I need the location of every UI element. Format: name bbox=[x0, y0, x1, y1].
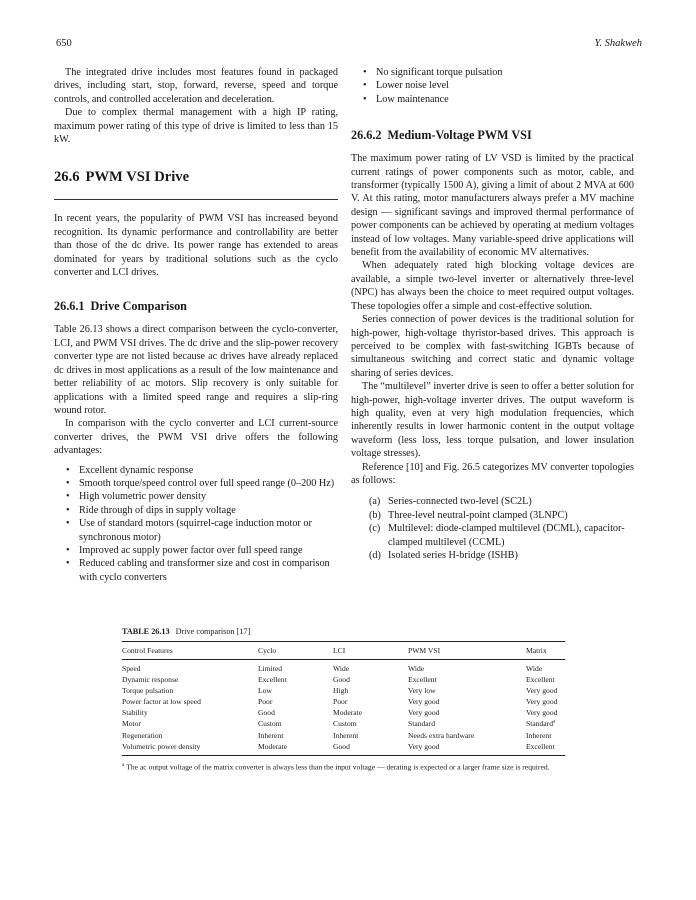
table-row bbox=[122, 696, 565, 707]
list-item: • Lower noise level bbox=[351, 79, 634, 92]
table-row bbox=[122, 741, 565, 756]
table-cell: Custom bbox=[258, 719, 282, 729]
column-header: Control Features bbox=[122, 642, 258, 660]
table-cell: Inherent bbox=[526, 730, 552, 740]
table-cell: Limited bbox=[258, 664, 283, 673]
section-heading: 26.6 PWM VSI Drive bbox=[54, 169, 190, 186]
table-cell: Needs extra hardware bbox=[408, 730, 475, 740]
table-cell: Poor bbox=[333, 697, 348, 707]
column-header: LCI bbox=[333, 642, 408, 660]
table-cell: Inherent bbox=[258, 730, 284, 740]
table-cell: Moderate bbox=[333, 708, 363, 718]
table-cell: Excellent bbox=[408, 675, 437, 685]
column-header: PWM VSI bbox=[408, 642, 526, 660]
table-row bbox=[122, 707, 565, 718]
table-cell: Low bbox=[258, 686, 272, 696]
table-cell: Dynamic response bbox=[122, 675, 179, 685]
running-head-author: Y. Shakweh bbox=[594, 38, 642, 49]
table-caption: TABLE 26.13 Drive comparison [17] bbox=[122, 627, 251, 636]
list-item: • Excellent dynamic response bbox=[54, 464, 338, 477]
table-row bbox=[122, 660, 565, 675]
list-item: (c) Multilevel: diode-clamped multilevel (DCML), capacitor-clamped multilevel (CCML) bbox=[369, 523, 625, 548]
list-item: • Use of standard motors (squirrel-cage induction motor or synchronous motor) bbox=[54, 517, 338, 544]
table-row bbox=[122, 685, 565, 696]
table-cell: Very good bbox=[408, 741, 440, 751]
drive-comparison-table-block bbox=[122, 627, 565, 773]
table-cell: Very good bbox=[526, 697, 558, 707]
table-footnote: $^a$ The ac output voltage of the matrix converter is always less than the input voltage — derating is expected or a larger frame size is required. bbox=[122, 762, 550, 772]
list-item: (b) Three-level neutral-point clamped (3LNPC) bbox=[369, 509, 568, 521]
table-row bbox=[122, 718, 565, 729]
column-header: Cyclo bbox=[258, 642, 333, 660]
table-cell: Wide bbox=[408, 664, 425, 673]
left-column bbox=[54, 66, 338, 584]
table-row bbox=[122, 730, 565, 741]
table-cell: Motor bbox=[122, 719, 141, 729]
table-cell: Moderate bbox=[258, 741, 288, 751]
paragraph: The “multilevel” inverter drive is seen to offer a better solution for high-power, high-voltage inverter drives. The output waveform is high quality, even at very high modulation frequencies, which inherently results in lower harmonic content in the output voltage waveform (less loss, less torque pulsation, and lower insulation voltage stresses). bbox=[351, 381, 634, 460]
table-row bbox=[122, 674, 565, 685]
table-cell: Regeneration bbox=[122, 730, 163, 740]
paragraph: In recent years, the popularity of PWM VSI has increased beyond recognition. Its dynamic performance and controllability are better than those of the dc drive. Its power range has extended to areas dominated for years by traditional solutions such as the cyclo converter and LCI drives. bbox=[54, 213, 338, 279]
advantages-list-continued bbox=[351, 66, 634, 106]
table-cell: High bbox=[333, 686, 349, 696]
subsection-heading: 26.6.2 Medium-Voltage PWM VSI bbox=[351, 128, 532, 143]
list-item: • High volumetric power density bbox=[54, 490, 338, 503]
table-cell: Custom bbox=[333, 719, 357, 729]
paragraph: When adequately rated high blocking voltage devices are available, a simple two-level inverter or alternatively three-level (NPC) has always been the choice to meet required output voltages. These topologies offer a simple and cost-effective solution. bbox=[351, 260, 634, 312]
paragraph: Reference [10] and Fig. 26.5 categorizes MV converter topologies as follows: bbox=[351, 461, 634, 486]
table-cell: Standard bbox=[408, 719, 435, 729]
column-header: Matrix bbox=[526, 642, 565, 660]
page-number: 650 bbox=[56, 38, 72, 49]
paragraph: Table 26.13 shows a direct comparison between the cyclo-converter, LCI, and PWM VSI drives. The dc drive and the slip-power recovery converter type are not listed because ac drives have already replaced dc drives in most applications as a result of the low maintenance and better reliability of ac motors. Slip recovery is only suitable for applications with a limited speed range and requires a slip-ring wound rotor. bbox=[54, 324, 338, 416]
list-item: • Reduced cabling and transformer size and cost in comparison with cyclo converters bbox=[54, 557, 338, 584]
table-cell: Torque pulsation bbox=[122, 686, 174, 696]
paragraph: The integrated drive includes most features found in packaged drives, including start, stop, forward, reverse, speed and torque controls, and controlled acceleration and deceleration. bbox=[54, 67, 338, 105]
table-cell: Very good bbox=[408, 708, 440, 718]
paragraph: The maximum power rating of LV VSD is limited by the practical current ratings of power components such as motor, cable, and transformer (typically 1500 A), giving a limit of about 2 MVA at 600 V. At this rating, motor manufacturers always prefer a MV machine design — significant savings and improved thermal performance of power components can be achieved by operating at medium voltages instead of low voltages. Many variable-speed drive applications will benefit from the availability of economic MV alternatives. bbox=[351, 153, 634, 259]
list-item: • No significant torque pulsation bbox=[351, 66, 634, 79]
list-item: • Low maintenance bbox=[351, 93, 634, 106]
table-cell: Excellent bbox=[258, 675, 287, 685]
section-rule bbox=[54, 199, 338, 200]
table-cell: Wide bbox=[526, 664, 543, 673]
table-cell: Wide bbox=[333, 664, 350, 673]
table-cell: Stability bbox=[122, 708, 148, 718]
table-header-row bbox=[122, 642, 565, 660]
list-item: (a) Series-connected two-level (SC2L) bbox=[369, 496, 532, 508]
topology-list bbox=[351, 495, 634, 562]
right-column bbox=[351, 66, 634, 562]
table-cell: Inherent bbox=[333, 730, 359, 740]
drive-comparison-table bbox=[122, 641, 565, 756]
table-cell: Poor bbox=[258, 697, 273, 707]
table-cell: Standard$^a$ bbox=[526, 719, 556, 729]
advantages-list bbox=[54, 464, 338, 585]
list-item: • Improved ac supply power factor over full speed range bbox=[54, 544, 338, 557]
table-cell: Power factor at low speed bbox=[122, 697, 201, 707]
table-cell: Very good bbox=[526, 686, 558, 696]
paragraph: In comparison with the cyclo converter and LCI current-source converter drives, the PWM VSI drive offers the following advantages: bbox=[54, 418, 338, 457]
table-cell: Volumetric power density bbox=[122, 741, 201, 751]
table-cell: Very good bbox=[526, 708, 558, 718]
list-item: (d) Isolated series H-bridge (ISHB) bbox=[369, 550, 518, 561]
paragraph: Series connection of power devices is the traditional solution for high-power, high-voltage thyristor-based drives. This approach is perceived to be complex with fast-switching IGBTs because of simultaneous switching and correct static and dynamic voltage sharing of series devices. bbox=[351, 314, 634, 379]
table-cell: Good bbox=[258, 708, 275, 718]
table-cell: Good bbox=[333, 675, 350, 685]
table-cell: Excellent bbox=[526, 675, 555, 685]
list-item: • Ride through of dips in supply voltage bbox=[54, 504, 338, 517]
subsection-heading: 26.6.1 Drive Comparison bbox=[54, 299, 187, 314]
footnote-marker: a bbox=[553, 719, 556, 725]
table-cell: Excellent bbox=[526, 741, 555, 751]
table-cell: Good bbox=[333, 741, 350, 751]
paragraph: Due to complex thermal management with a high IP rating, maximum power rating of this type of drive is limited to less than 15 kW. bbox=[54, 107, 338, 146]
list-item: • Smooth torque/speed control over full speed range (0–200 Hz) bbox=[54, 477, 338, 490]
table-cell: Very good bbox=[408, 697, 440, 707]
table-cell: Speed bbox=[122, 664, 141, 673]
table-cell: Very low bbox=[408, 686, 436, 696]
